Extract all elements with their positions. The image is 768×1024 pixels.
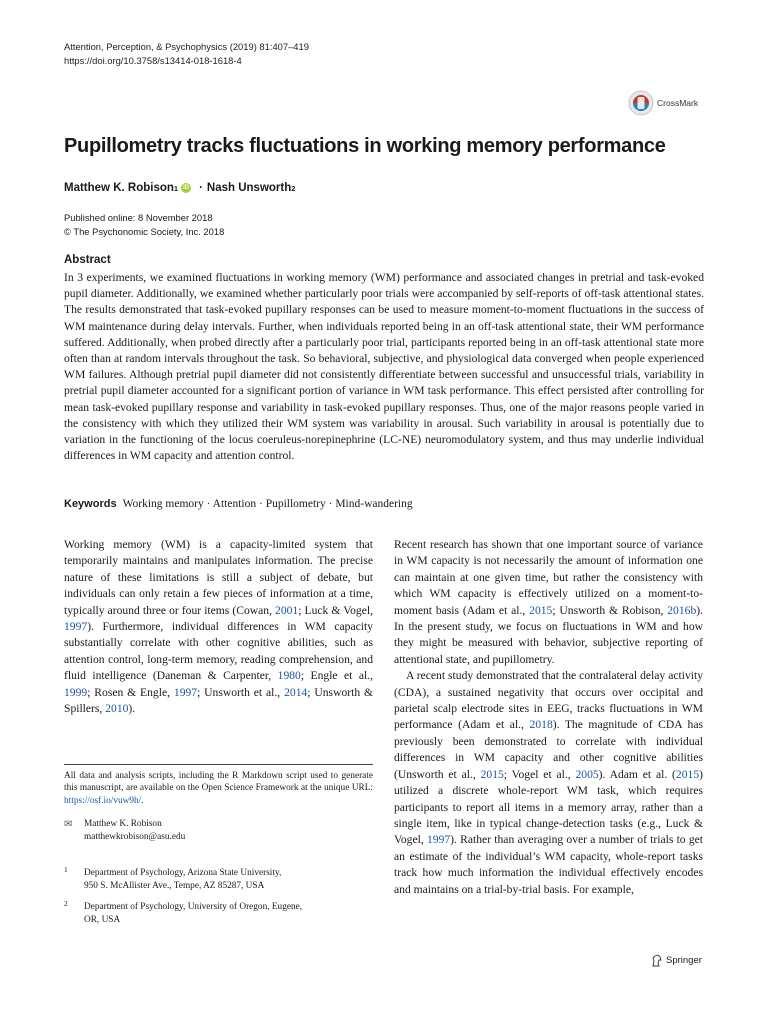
affiliation-number: 1 [64,865,68,874]
published-date: Published online: 8 November 2018 [64,212,213,223]
contact-email[interactable]: matthewkrobison@asu.edu [84,831,186,842]
citation[interactable]: 2018 [529,718,553,732]
data-availability-footnote: All data and analysis scripts, including the R Markdown script used to generate this manuscript, are available on the Open Science Framework at the unique URL: https://osf.io/vuw9h/. [64,771,373,806]
crossmark-icon [628,90,654,116]
envelope-icon: ✉ [64,819,73,830]
corresponding-author [64,818,185,843]
crossmark-label: CrossMark [657,98,699,108]
contact-name: Matthew K. Robison [84,819,162,829]
affiliation [64,867,281,892]
author-affiliation-marker: 1 [173,183,179,193]
publisher-logo [651,954,702,967]
author-list [64,182,295,194]
author-affiliation-marker: 2 [291,183,296,193]
body-paragraph: A recent study demonstrated that the contralateral delay activity (CDA), a sustained negativity that occurs over occipital and parietal scalp electrode sites in EEG, tracks fluctuations in WM performance (Adam et al., 2018). The magnitude of CDA has previously been demonstrated to correlate with individual differences in WM capacity and other cognitive abilities (Unsworth et al., 2015; Vogel et al., 2005). Adam et al. (2015) utilized a discrete whole-report WM task, which requires participants to report all items in a memory array, rather than a single item, like in typical change-detection tasks (e.g., Luck & Vogel, 1997). Rather than averaging over a number of trials to get an estimate of the individual’s WM capacity, whole-report tasks track how much information the individual effectively encodes and maintains on a trial-by-trial basis. For example, [394,669,703,896]
affiliation-line: Department of Psychology, Arizona State University, [84,868,282,878]
keywords-list: Working memory · Attention · Pupillometry · Mind-wandering [122,498,413,510]
author-separator: · [199,182,203,194]
citation[interactable]: 2010 [105,702,129,716]
springer-horse-icon [651,954,663,967]
affiliation-line: 950 S. McAllister Ave., Tempe, AZ 85287, USA [84,880,265,891]
body-left-column: Working memory (WM) is a capacity-limited system that temporarily maintains and manipulates information. The precise nature of these limitations is still a subject of debate, but individuals can only retain a few pieces of information at a time, typically around three or four items (Cowan, 2001; Luck & Vogel, 1997). Furthermore, individual differences in WM capacity substantially correlate with other cognitive abilities, such as attention control, long-term memory, reading comprehension, and fluid intelligence (Daneman & Carpenter, 1980; Engle et al., 1999; Rosen & Engle, 1997; Unsworth et al., 2014; Unsworth & Spillers, 2010). [64,538,374,716]
doi-link[interactable]: https://doi.org/10.3758/s13414-018-1618-4 [64,55,242,66]
citation[interactable]: 2001 [275,603,299,617]
affiliation-line: OR, USA [84,914,121,925]
author-name[interactable]: Matthew K. Robison [64,182,174,194]
citation[interactable]: 2015 [529,603,553,617]
footnote-divider [64,764,373,765]
crossmark-badge[interactable] [628,90,698,116]
body-right-column [394,537,703,898]
citation[interactable]: 2015 [675,767,700,781]
abstract-text: In 3 experiments, we examined fluctuations in working memory (WM) performance and associated changes in pretrial and task-evoked pupil diameter. Additionally, we examined whether particularly poor trials were accompanied by self-reports of off-task attentional states. The results demonstrated that task-evoked pupillary responses can be used to measure moment-to-moment fluctuations in the success of WM maintenance during delay intervals. Further, when individuals reported being in an off-task attentional state, their WM performance suffered. Additionally, when probed directly after a particularly poor trial, participants reported being in an off-task attentional state more often than at random intervals throughout the task. So behavioral, subjective, and physiological data converged when people experienced WM failures. Although pretrial pupil diameter did not consistently differentiate between successful and unsuccessful trials, variability in pretrial pupil diameter accounted for a significant portion of variance in WM task performance. This effect persisted after controlling for mean task-evoked pupillary response and variability in task-evoked pupillary responses. Thus, one of the major reasons people varied in the consistency with which they utilized their WM system was variability in arousal. Such variability in arousal is potentially due to variation in the functioning of the locus coeruleus-norepinephrine (LC-NE) neuromodulatory system, and thus may underlie individual differences in WM capacity and attention control. [64,271,704,463]
citation[interactable]: 1997 [426,833,451,847]
keywords-line [64,498,413,510]
journal-header [64,40,309,68]
article-title: Pupillometry tracks fluctuations in working memory performance [64,135,666,157]
osf-link[interactable]: https://osf.io/vuw9h/ [64,795,142,806]
journal-citation: Attention, Perception, & Psychophysics (2019) 81:407–419 [64,41,309,52]
citation[interactable]: 2005 [575,767,599,781]
citation[interactable]: 1997 [173,685,198,699]
affiliation [64,901,302,926]
author-name[interactable]: Nash Unsworth [206,182,292,194]
body-paragraph: Recent research has shown that one important source of variance in WM capacity is not necessarily the amount of information one can maintain at one given time, but rather the consistency with which WM capacity is effectively utilized on a moment-to-moment basis (Adam et al., 2015; Unsworth & Robison, 2016b). In the present study, we focus on fluctuations in WM and how they might be measured with behavior, subjective reporting of attentional state, and pupillometry. [394,538,703,666]
citation[interactable]: 2016b [667,603,697,617]
citation[interactable]: 1999 [64,685,88,699]
affiliation-line: Department of Psychology, University of Oregon, Eugene, [84,902,303,912]
publisher-name: Springer [666,955,702,966]
citation[interactable]: 1997 [64,620,88,634]
orcid-icon[interactable]: iD [183,185,190,191]
citation[interactable]: 1980 [277,669,301,683]
copyright-notice: © The Psychonomic Society, Inc. 2018 [64,226,225,237]
abstract-heading: Abstract [64,254,111,266]
citation[interactable]: 2014 [284,685,308,699]
affiliation-number: 2 [64,899,68,908]
keywords-heading: Keywords [64,498,117,510]
citation[interactable]: 2015 [480,767,504,781]
publication-info [64,211,224,239]
